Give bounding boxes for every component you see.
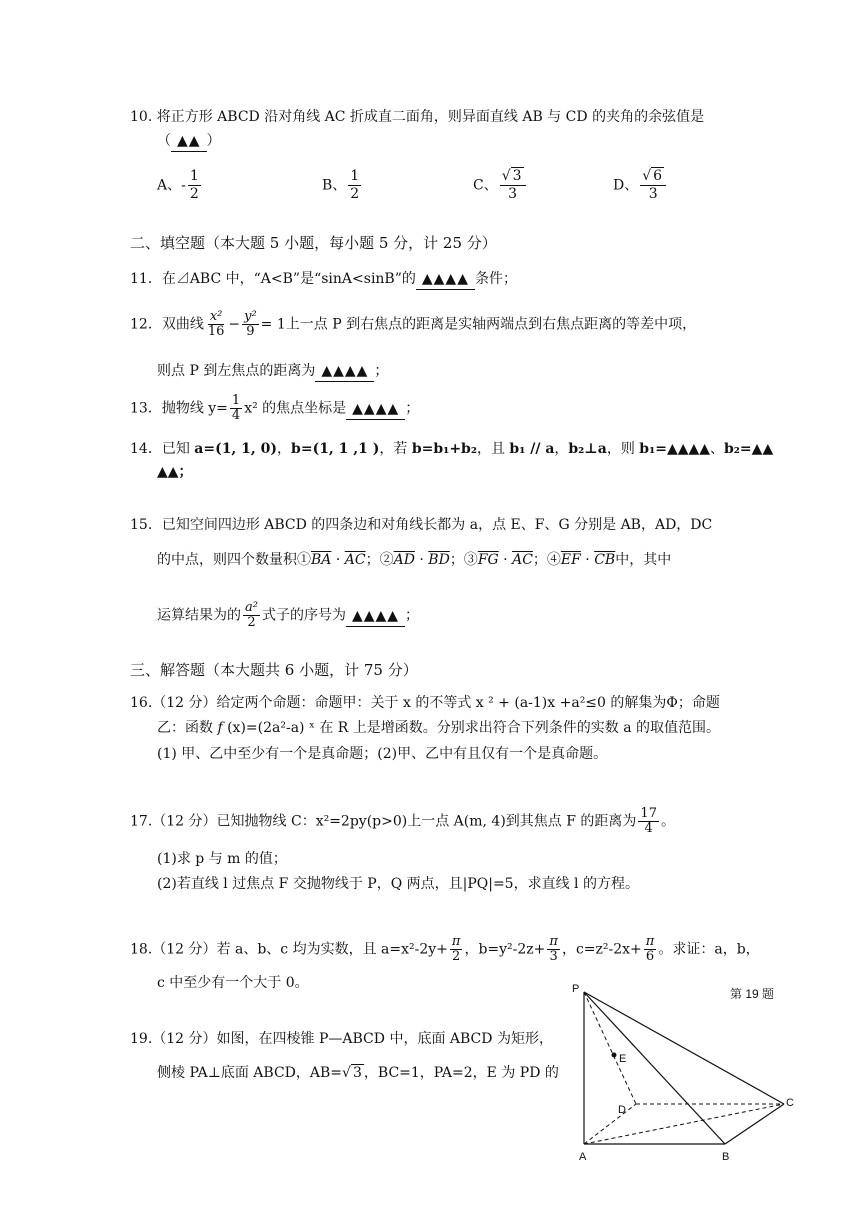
q16-line1: 16.（12 分）给定两个命题：命题甲：关于 x 的不等式 x ² + (a-1)x +a²≤0 的解集为Φ；命题 <box>130 695 720 711</box>
q11-blank: ▲▲▲▲ <box>416 269 475 290</box>
q15-line1: 15．已知空间四边形 ABCD 的四条边和对角线长都为 a，点 E、F、G 分别是 AB，AD，DC <box>130 517 713 533</box>
q12-blank: ▲▲▲▲ <box>315 361 374 382</box>
q10-option-c: C、 $\frac{√ 3}{3}$ <box>473 168 528 203</box>
q15-line2: 的中点，则四个数量积$①\overline{BA} \cdot \overline{AC}$；$②\overline{AD} \cdot \overline{BD}$；$③\overline{FG} \cdot \overline{AC}$；$④\overline{EF} \cdot \overline{CB}$中，其中 <box>157 552 672 568</box>
q13: 13．抛物线 y= $\frac{1}{4}$ x² 的焦点坐标是 ▲▲▲▲ ； <box>130 393 420 423</box>
q19-pyramid-figure <box>570 984 810 1214</box>
q12-line1: 12．双曲线 $\frac{\text{x²}}{16}$ − $\frac{\text{y²}}{9}$ = 1上一点 P 到右焦点的距离是实轴两端点到右焦点距离的等差中项， <box>130 309 697 339</box>
edge-pc <box>584 992 784 1104</box>
label-d: D <box>618 1104 626 1116</box>
q10-line2: （ ▲▲ ） <box>157 131 221 152</box>
q18-line2: c 中至少有一个大于 0。 <box>157 975 309 991</box>
edge-bc <box>725 1104 784 1144</box>
q17-line1: 17.（12 分）已知抛物线 C：x²=2py(p>0)上一点 A(m, 4)到其焦点 F 的距离为 $\frac{17}{4}$ 。 <box>130 806 675 836</box>
q14-line1: 14．已知 a=(1, 1, 0)，b=(1, 1 ,1 )，若 b=b₁+b₂，且 b₁ // a，b₂⊥a，则 b₁=▲▲▲▲、b₂=▲▲ <box>130 441 774 457</box>
label-b: B <box>722 1151 730 1163</box>
q12-line2: 则点 P 到左焦点的距离为 ▲▲▲▲ ； <box>157 361 388 382</box>
q17-line3: (2)若直线 l 过焦点 F 交抛物线于 P，Q 两点，且|PQ|=5，求直线 l 的方程。 <box>157 876 639 892</box>
section-2-heading: 二、填空题（本大题 5 小题，每小题 5 分，计 25 分） <box>130 234 497 252</box>
edge-pd <box>584 992 636 1104</box>
q18-line1: 18.（12 分）若 a、b、c 均为实数，且 a=x²-2y+ $\frac{\pi}{2}$ ，b=y²-2z+ $\frac{\pi}{3}$ ，c=z²-2x+ $\frac{\pi}{6}$ 。求证：a，b， <box>130 934 760 964</box>
q15-blank: ▲▲▲▲ <box>346 606 405 627</box>
q14-blank1: ▲▲▲▲ <box>666 441 711 457</box>
label-p: P <box>572 984 580 995</box>
q13-blank: ▲▲▲▲ <box>346 399 405 420</box>
q16-line2: 乙：函数 f (x)=(2a²-a) ˣ 在 R 上是增函数。分别求出符合下列条件的实数 a 的取值范围。 <box>157 720 721 736</box>
q17-line2: (1)求 p 与 m 的值； <box>157 851 287 867</box>
q19-line1: 19.（12 分）如图，在四棱锥 P—ABCD 中，底面 ABCD 为矩形， <box>130 1031 553 1047</box>
edge-ad <box>584 1104 636 1144</box>
label-c: C <box>786 1097 794 1109</box>
point-e <box>612 1053 617 1058</box>
edge-pb <box>584 992 725 1144</box>
q10-line1: 10. 将正方形 ABCD 沿对角线 AC 折成直二面角，则异面直线 AB 与 CD 的夹角的余弦值是 <box>130 109 705 125</box>
figure-caption: 第 19 题 <box>730 987 775 1001</box>
q14-blank2: ▲▲ <box>751 441 774 457</box>
q16-line3: (1) 甲、乙中至少有一个是真命题；(2)甲、乙中有且仅有一个是真命题。 <box>157 746 608 762</box>
q19-line2: 侧棱 PA⊥底面 ABCD，AB=√ 3 ，BC=1，PA=2，E 为 PD 的 <box>157 1065 559 1081</box>
q14-line2: ▲▲； <box>157 464 193 480</box>
q10-option-a: A、- $\frac{1}{2}$ <box>157 168 199 202</box>
q10-option-d: D、 $\frac{√ 6}{3}$ <box>613 168 668 203</box>
q10-blank: ▲▲ <box>171 131 207 152</box>
label-a: A <box>579 1151 587 1163</box>
section-3-heading: 三、解答题（本大题共 6 小题，计 75 分） <box>130 661 418 679</box>
q15-line3: 运算结果为的 $\frac{\text{a²}}{2}$ 式子的序号为 ▲▲▲▲ ； <box>157 600 420 630</box>
q11: 11．在⊿ABC 中，“A<B”是“sinA<sinB”的 ▲▲▲▲ 条件； <box>130 269 517 290</box>
q10-option-b: B、 $\frac{1}{2}$ <box>322 168 360 202</box>
label-e: E <box>619 1053 627 1065</box>
